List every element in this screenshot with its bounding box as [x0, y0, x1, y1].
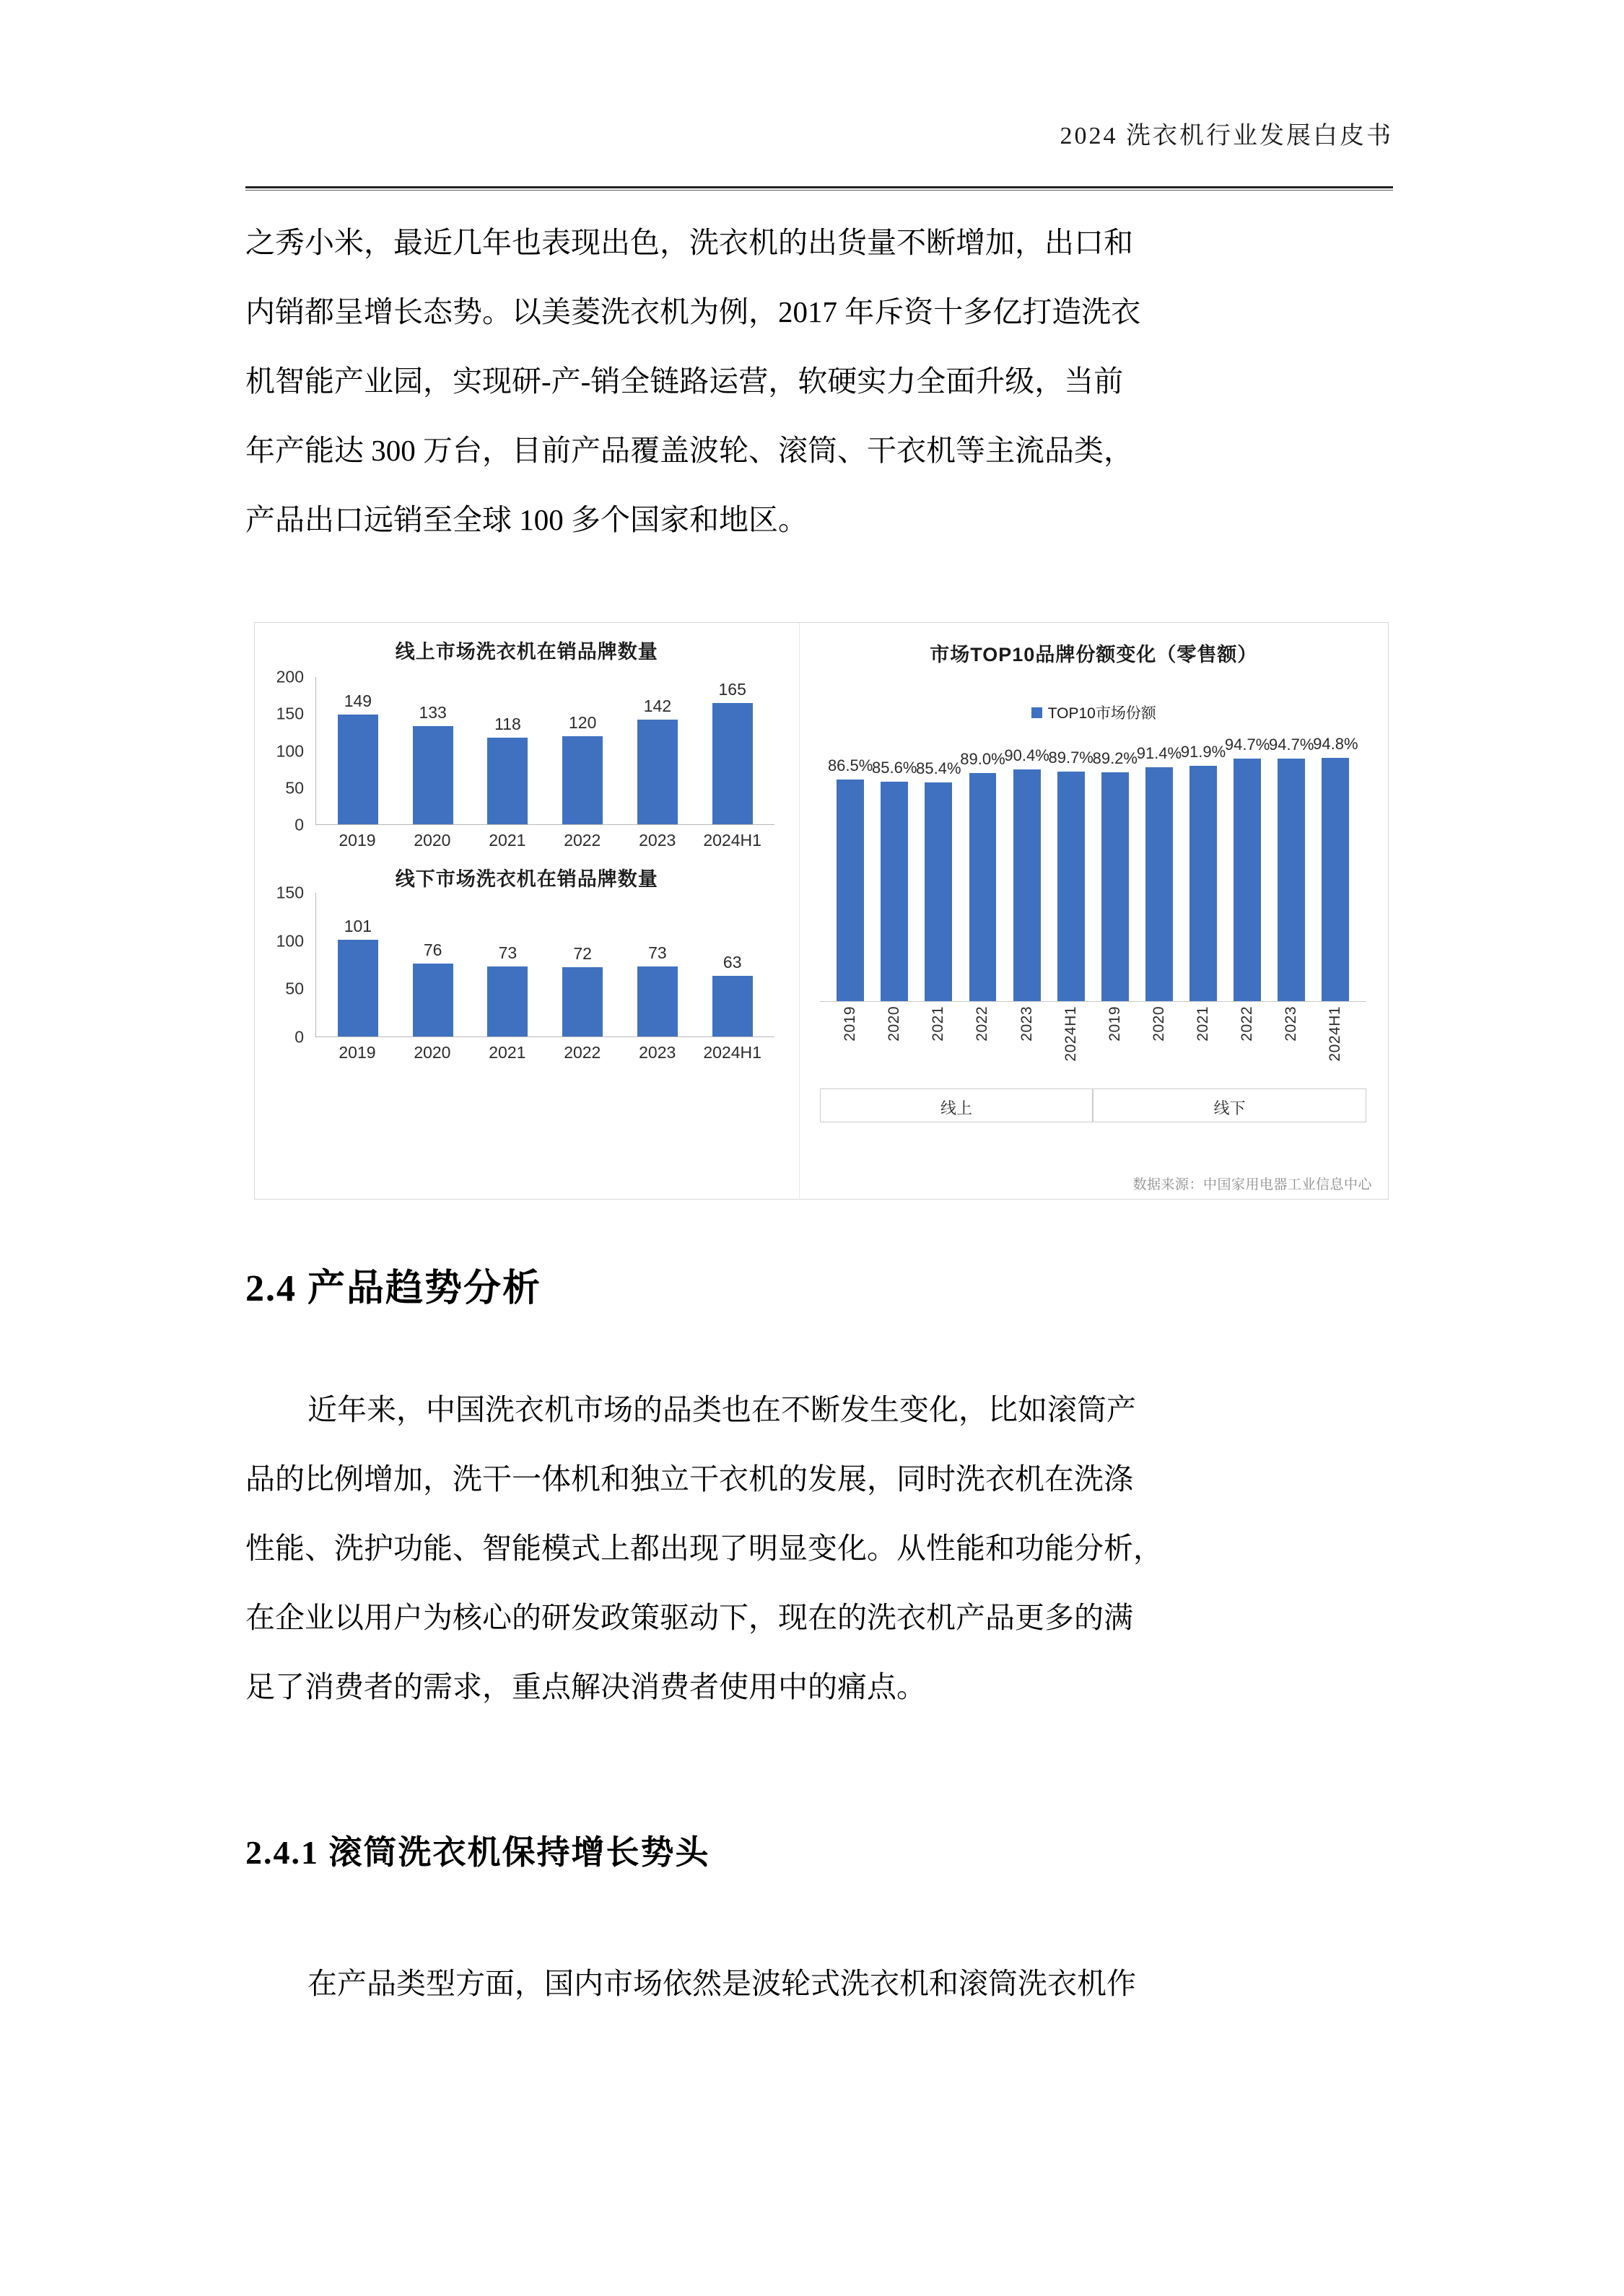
bar-value-label: 94.8% — [1313, 735, 1358, 754]
text-line: 内销都呈增长态势。以美菱洗衣机为例，2017 年斥资十多亿打造洗衣 — [245, 295, 1141, 328]
y-tick: 100 — [276, 741, 304, 760]
bar-item — [471, 677, 546, 824]
bar-value-label: 142 — [643, 697, 672, 716]
bar-value-label: 89.2% — [1092, 749, 1138, 768]
x-tick: 2021 — [930, 1006, 947, 1042]
bar-item — [695, 677, 770, 824]
y-tick: 200 — [276, 667, 304, 686]
paragraph-2 — [245, 1375, 1400, 1721]
bar-item — [1093, 745, 1137, 1001]
bar-value-label: 85.4% — [916, 759, 961, 777]
section-heading-2-4: 2.4 产品趋势分析 — [245, 1268, 542, 1309]
header-divider — [245, 186, 1393, 191]
bar-value-label: 89.0% — [960, 750, 1005, 769]
legend-swatch-icon — [1031, 707, 1042, 718]
y-axis-labels — [255, 883, 310, 1047]
x-tick: 2022 — [1239, 1006, 1256, 1042]
chart-title: 市场TOP10品牌份额变化（零售额） — [930, 644, 1258, 665]
bar-value-label: 72 — [573, 944, 592, 964]
chart-title: 线上市场洗衣机在销品牌数量 — [395, 641, 658, 663]
x-tick: 2020 — [414, 1043, 451, 1062]
bar-item — [961, 745, 1005, 1001]
bar-value-label: 63 — [722, 953, 742, 972]
x-tick: 2023 — [1018, 1006, 1035, 1042]
bar-item — [695, 893, 770, 1036]
bar-value-label: 90.4% — [1004, 746, 1049, 765]
x-axis-labels — [315, 1037, 774, 1062]
y-tick: 0 — [294, 815, 304, 834]
y-axis-labels — [255, 667, 310, 834]
bar-value-label: 91.9% — [1180, 742, 1226, 761]
group-label: 线下 — [1093, 1089, 1366, 1122]
plot-area — [820, 735, 1366, 1002]
plot-area — [315, 677, 774, 825]
text-line: 之秀小米，最近几年也表现出色，洗衣机的出货量不断增加，出口和 — [245, 226, 1133, 259]
x-tick: 2023 — [1283, 1006, 1300, 1042]
paragraph-3 — [245, 1949, 1400, 2018]
bar-value-label: 165 — [718, 679, 746, 699]
text-line: 足了消费者的需求，重点解决消费者使用中的痛点。 — [245, 1670, 926, 1703]
x-tick: 2024H1 — [1062, 1006, 1079, 1062]
text-line: 在产品类型方面，国内市场依然是波轮式洗衣机和滚筒洗衣机作 — [307, 1967, 1136, 2000]
y-tick: 50 — [285, 979, 304, 998]
plot-area — [315, 893, 774, 1037]
bar-value-label: 73 — [648, 943, 667, 963]
bar-value-label: 94.7% — [1269, 735, 1314, 754]
y-tick: 0 — [294, 1027, 304, 1047]
x-tick: 2024H1 — [1327, 1006, 1344, 1062]
bar-item — [1137, 745, 1181, 1001]
x-tick: 2019 — [1106, 1006, 1123, 1042]
x-tick: 2019 — [339, 1043, 376, 1062]
chart-top10-share — [799, 623, 1388, 1199]
x-axis-groups — [820, 1088, 1366, 1122]
chart-title: 线下市场洗衣机在销品牌数量 — [395, 868, 658, 890]
text-line: 年产能达 300 万台，目前产品覆盖波轮、滚筒、干衣机等主流品类， — [245, 434, 1133, 467]
x-tick: 2024H1 — [703, 831, 761, 850]
x-tick: 2022 — [564, 831, 601, 850]
chart-offline-brand-count — [255, 850, 799, 1062]
paragraph-line — [245, 346, 1400, 416]
bar-item — [545, 893, 620, 1036]
text-line: 近年来，中国洗衣机市场的品类也在不断发生变化，比如滚筒产 — [307, 1393, 1136, 1426]
bar-item — [1049, 745, 1093, 1001]
bar-item — [320, 893, 396, 1036]
bar-value-label: 101 — [344, 917, 372, 936]
bar-item — [1313, 735, 1358, 1001]
x-tick: 2021 — [489, 1043, 526, 1062]
bar-value-label: 89.7% — [1048, 748, 1093, 767]
bar-item — [320, 677, 396, 824]
y-tick: 150 — [276, 883, 304, 902]
x-axis-labels — [820, 1002, 1366, 1088]
paragraph-line — [245, 1375, 1400, 1444]
x-tick: 2023 — [639, 831, 676, 850]
x-tick: 2021 — [489, 831, 526, 850]
section-heading-2-4-1: 2.4.1 滚筒洗衣机保持增长势头 — [245, 1834, 710, 1871]
bar-item — [396, 893, 471, 1036]
paragraph-line — [245, 485, 1400, 554]
bar-item — [917, 745, 961, 1001]
paragraph-line — [245, 1652, 1400, 1721]
group-label: 线上 — [820, 1089, 1093, 1122]
paragraph-line — [245, 416, 1400, 485]
bar-value-label: 86.5% — [827, 756, 873, 774]
left-charts-panel — [255, 623, 799, 1199]
bar-value-label: 118 — [494, 714, 521, 733]
bar-item — [1224, 735, 1270, 1001]
bar-item — [620, 893, 695, 1036]
chart-online-brand-count — [255, 623, 799, 850]
running-header: 2024 洗衣机行业发展白皮书 — [1060, 123, 1393, 149]
paragraph-line — [245, 1514, 1400, 1583]
bar-value-label: 91.4% — [1136, 743, 1182, 762]
bar-value-label: 73 — [498, 943, 518, 963]
paragraph-line — [245, 1444, 1400, 1514]
bar-value-label: 149 — [344, 691, 372, 711]
paragraph-line — [245, 1949, 1400, 2018]
bar-item — [471, 893, 546, 1036]
x-tick: 2024H1 — [703, 1043, 761, 1062]
bar-value-label: 133 — [419, 703, 447, 723]
bar-item — [396, 677, 471, 824]
bar-item — [1180, 742, 1226, 1001]
x-tick: 2020 — [1150, 1006, 1167, 1042]
bar-value-label: 85.6% — [872, 759, 917, 777]
paragraph-line — [245, 208, 1400, 277]
x-tick: 2022 — [974, 1006, 991, 1042]
bar-item — [1269, 735, 1314, 1001]
bar-item — [1005, 745, 1049, 1001]
y-tick: 50 — [285, 778, 304, 798]
y-tick: 100 — [276, 931, 304, 951]
x-axis-labels — [315, 825, 774, 850]
figure-source-note: 数据来源：中国家用电器工业信息中心 — [1132, 1177, 1372, 1192]
x-tick: 2020 — [414, 831, 451, 850]
x-tick: 2020 — [886, 1006, 903, 1042]
x-tick: 2022 — [564, 1043, 601, 1062]
x-tick: 2019 — [842, 1006, 859, 1042]
text-line: 在企业以用户为核心的研发政策驱动下，现在的洗衣机产品更多的满 — [245, 1601, 1133, 1634]
x-tick: 2019 — [339, 831, 376, 850]
text-line: 产品出口远销至全球 100 多个国家和地区。 — [245, 503, 808, 536]
legend-label: TOP10市场份额 — [1047, 705, 1156, 722]
bar-item — [873, 745, 917, 1001]
bar-value-label: 94.7% — [1224, 735, 1270, 754]
bar-item — [829, 745, 873, 1001]
paragraph-line — [245, 1583, 1400, 1652]
text-line: 机智能产业园，实现研-产-销全链路运营，软硬实力全面升级，当前 — [245, 365, 1124, 398]
figure-charts — [254, 622, 1389, 1200]
text-line: 性能、洗护功能、智能模式上都出现了明显变化。从性能和功能分析， — [245, 1532, 1163, 1565]
text-line: 品的比例增加，洗干一体机和独立干衣机的发展，同时洗衣机在洗涤 — [245, 1462, 1133, 1496]
bar-item — [545, 677, 620, 824]
bar-value-label: 76 — [423, 940, 442, 960]
bar-item — [620, 677, 695, 824]
x-tick: 2023 — [639, 1043, 676, 1062]
x-tick: 2021 — [1195, 1006, 1212, 1042]
chart-legend — [800, 702, 1388, 723]
y-tick: 150 — [276, 704, 304, 723]
bar-value-label: 120 — [568, 712, 597, 732]
paragraph-1 — [245, 208, 1400, 554]
paragraph-line — [245, 277, 1400, 346]
